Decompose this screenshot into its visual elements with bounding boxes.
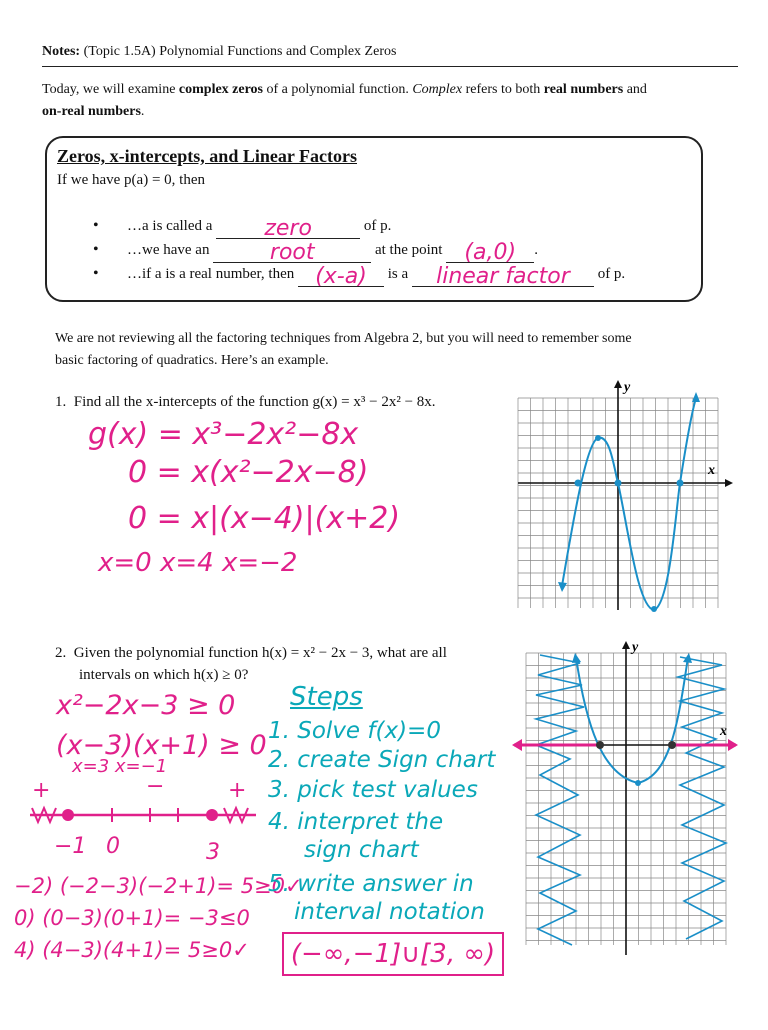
q1-work — [88, 417, 401, 578]
question-2-text: Given the polynomial function h(x) = x² − 2x − 3, what are all — [73, 645, 447, 661]
definition-list — [57, 214, 697, 289]
definition-bullet: • …we have an root at the point (a,0) . — [57, 238, 697, 262]
x-intercept-point — [677, 480, 684, 487]
factoring-paragraph: We are not reviewing all the factoring techniques from Algebra 2, but you will need to remember some basic factoring of quadratics. Here’s an example. — [55, 331, 632, 368]
test-value-line: 4) (4−3)(4+1)= 5≥0✓ — [14, 938, 250, 962]
sign-plus-right: + — [228, 778, 247, 803]
step-line: 2. create Sign chart — [268, 747, 496, 773]
x-intercept-point — [615, 480, 622, 487]
question-1-text: Find all the x-intercepts of the function g(x) = x³ − 2x² − 8x. — [73, 394, 436, 410]
test-values — [14, 876, 303, 961]
question-2: 2. Given the polynomial function h(x) = x² − 2x − 3, what are all intervals on which h(x) ≥ 0? — [55, 645, 447, 683]
number-line-label: 0 — [106, 834, 120, 859]
intro-paragraph: Today, we will examine complex zeros of a polynomial function. Complex refers to both real numbers and on-real numbers. — [42, 82, 647, 119]
answer-factor: (x-a) — [315, 264, 367, 289]
root-point — [668, 741, 676, 749]
number-line-label: −1 — [54, 834, 87, 859]
notes-title: (Topic 1.5A) Polynomial Functions and Complex Zeros — [83, 44, 397, 59]
y-axis-arrow — [614, 380, 622, 388]
q2-work-line: x=3 x=−1 — [72, 756, 168, 777]
q1-work-line: 0 = x(x²−2x−8) — [128, 455, 369, 490]
q2-work — [56, 692, 267, 776]
q1-work-line: 0 = x|(x−4)|(x+2) — [128, 501, 401, 536]
box-heading: Zeros, x-intercepts, and Linear Factors — [57, 146, 357, 166]
box-lead: If we have p(a) = 0, then — [57, 172, 205, 188]
question-1: 1. Find all the x-intercepts of the function g(x) = x³ − 2x² − 8x. — [55, 394, 436, 410]
graph-h — [510, 630, 745, 1030]
y-axis-label: y — [624, 380, 631, 395]
curve-arrow — [558, 582, 567, 592]
sign-chart-number-line — [28, 800, 260, 830]
notes-header — [42, 44, 738, 67]
shading-scribble — [536, 655, 726, 945]
x-axis-label: x — [720, 724, 727, 739]
y-axis-label: y — [632, 640, 639, 655]
step-line: 1. Solve f(x)=0 — [268, 718, 441, 744]
interval-answer: (−∞,−1]∪[3, ∞) — [282, 932, 504, 976]
q1-work-line: g(x) = x³−2x²−8x — [88, 417, 359, 452]
root-point — [596, 741, 604, 749]
curve-h — [576, 657, 688, 783]
sign-minus: − — [146, 774, 165, 799]
q1-work-line: x=0 x=4 x=−2 — [98, 548, 298, 578]
answer-root: root — [269, 240, 315, 265]
y-axis-arrow — [622, 641, 630, 649]
graph-g — [510, 378, 735, 618]
q2-work-line: (x−3)(x+1) ≥ 0 — [56, 730, 267, 761]
x-axis-label: x — [708, 463, 715, 478]
number-line-label: 3 — [206, 840, 220, 865]
step-line: sign chart — [304, 837, 419, 863]
local-max-point — [595, 435, 601, 441]
steps-title: Steps — [290, 682, 363, 712]
steps-list — [268, 720, 495, 924]
x-intercept-point — [575, 480, 582, 487]
answer-linear-factor: linear factor — [436, 264, 570, 289]
local-min-point — [651, 606, 657, 612]
curve-g — [562, 398, 696, 610]
vertex-point — [635, 780, 641, 786]
definition-bullet: • …a is called a zero of p. — [57, 214, 697, 238]
definition-box — [45, 136, 703, 302]
solution-arrow-right — [728, 739, 738, 751]
curve-arrow — [572, 653, 581, 663]
step-line: interval notation — [294, 899, 485, 925]
q2-work-line: x²−2x−3 ≥ 0 — [56, 690, 236, 721]
step-line: 3. pick test values — [268, 777, 478, 803]
test-value-line: 0) (0−3)(0+1)= −3≤0 — [14, 906, 250, 930]
test-value-line: −2) (−2−3)(−2+1)= 5≥0✓ — [14, 874, 303, 898]
step-line: 4. interpret the — [268, 809, 444, 835]
notes-label: Notes: — [42, 44, 81, 59]
answer-point: (a,0) — [464, 240, 517, 265]
answer-zero: zero — [264, 216, 312, 241]
solution-arrow-left — [512, 739, 522, 751]
sign-plus-left: + — [32, 778, 51, 803]
step-line: 5. write answer in — [268, 871, 474, 897]
curve-arrow — [692, 392, 700, 402]
x-axis-arrow — [725, 479, 733, 487]
definition-bullet: • …if a is a real number, then (x-a) is a linear factor of p. — [57, 262, 697, 286]
